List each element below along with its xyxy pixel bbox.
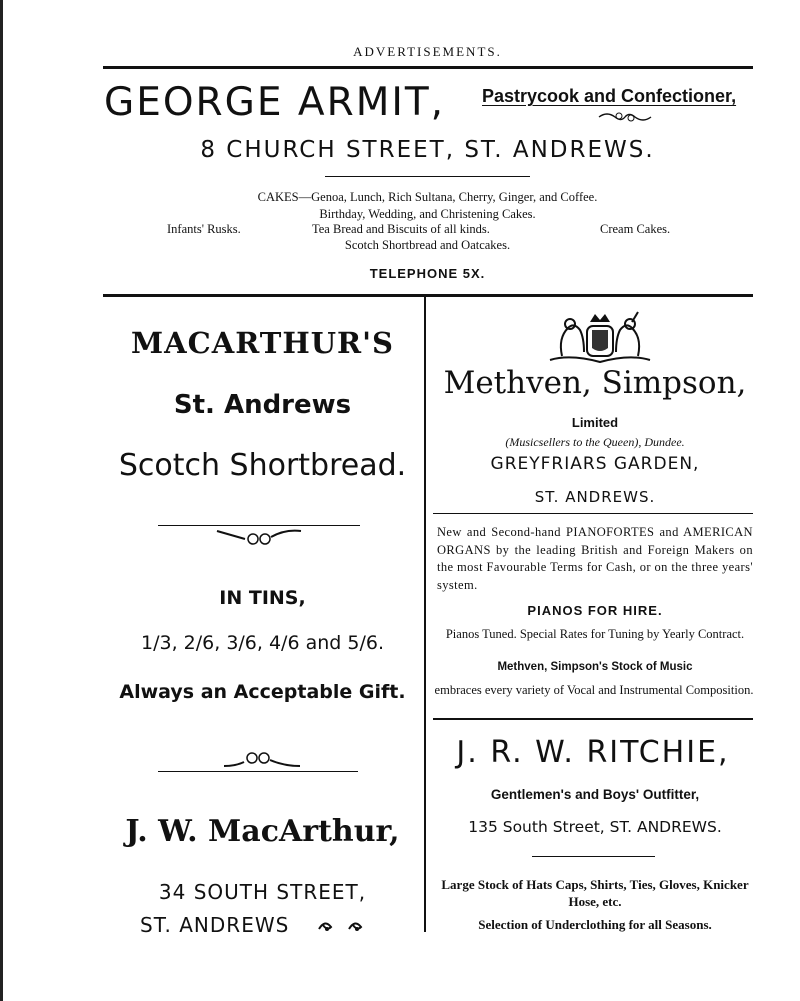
scroll-ornament-icon bbox=[215, 527, 305, 554]
divider bbox=[158, 525, 360, 526]
armit-list-line: Cream Cakes. bbox=[600, 222, 671, 236]
macarthur-address-line1: 34 SOUTH STREET, bbox=[158, 880, 367, 904]
macarthur-prices: 1/3, 2/6, 3/6, 4/6 and 5/6. bbox=[141, 632, 384, 654]
section-rule bbox=[433, 718, 753, 720]
methven-stock: Methven, Simpson's Stock of Music bbox=[497, 661, 693, 673]
macarthur-proprietor: J. W. MacArthur, bbox=[125, 814, 400, 849]
methven-hire: PIANOS FOR HIRE. bbox=[527, 603, 663, 618]
methven-limited: Limited bbox=[571, 415, 619, 430]
armit-list-line: Scotch Shortbread and Oatcakes. bbox=[344, 238, 511, 252]
page-edge bbox=[0, 0, 3, 1001]
ritchie-trade: Gentlemen's and Boys' Outfitter, bbox=[490, 787, 700, 802]
divider bbox=[532, 856, 655, 857]
macarthur-title: MACARTHUR'S bbox=[131, 326, 394, 360]
section-rule bbox=[103, 294, 753, 297]
methven-musicsellers: (Musicsellers to the Queen), Dundee. bbox=[505, 435, 685, 449]
royal-crest-icon bbox=[540, 308, 660, 368]
macarthur-address-line2: ST. ANDREWS bbox=[140, 913, 290, 937]
armit-name: GEORGE ARMIT, bbox=[104, 80, 446, 125]
methven-garden: GREYFRIARS GARDEN, bbox=[490, 454, 700, 474]
methven-body: New and Second-hand PIANOFORTES and AMERICAN ORGANS by the leading British and Foreign Makers on the most Favourable Terms for Cash, or on the three years' system. bbox=[437, 525, 753, 592]
macarthur-gift: Always an Acceptable Gift. bbox=[119, 681, 406, 703]
ritchie-selection: Selection of Underclothing for all Seasons. bbox=[478, 917, 712, 932]
divider bbox=[325, 176, 530, 177]
armit-list-line: CAKES—Genoa, Lunch, Rich Sultana, Cherry, Ginger, and Coffee. bbox=[257, 190, 598, 204]
divider bbox=[433, 513, 753, 514]
divider bbox=[158, 771, 358, 772]
methven-city: ST. ANDREWS. bbox=[534, 488, 656, 506]
top-rule bbox=[103, 66, 753, 69]
armit-telephone: TELEPHONE 5X. bbox=[369, 266, 486, 281]
ritchie-address: 135 South Street, ST. ANDREWS. bbox=[468, 818, 722, 836]
macarthur-subtitle: St. Andrews bbox=[173, 390, 352, 420]
armit-trade: Pastrycook and Confectioner, bbox=[482, 86, 737, 106]
armit-list-line: Infants' Rusks. bbox=[167, 222, 241, 236]
methven-tuned: Pianos Tuned. Special Rates for Tuning by Yearly Contract. bbox=[445, 627, 745, 641]
armit-list-line: Tea Bread and Biscuits of all kinds. bbox=[312, 222, 490, 236]
fleuron-icon bbox=[317, 917, 367, 940]
methven-name: Methven, Simpson, bbox=[443, 365, 747, 401]
armit-address: 8 CHURCH STREET, ST. ANDREWS. bbox=[200, 137, 655, 163]
ritchie-stock: Large Stock of Hats Caps, Shirts, Ties, Gloves, Knicker Hose, etc. bbox=[441, 877, 749, 909]
scroll-ornament-icon bbox=[597, 110, 653, 128]
armit-list-line: Birthday, Wedding, and Christening Cakes. bbox=[319, 207, 536, 221]
macarthur-product: Scotch Shortbread. bbox=[118, 448, 407, 483]
page-heading: ADVERTISEMENTS. bbox=[353, 44, 502, 59]
ritchie-name: J. R. W. RITCHIE, bbox=[456, 735, 730, 770]
methven-embraces: embraces every variety of Vocal and Instrumental Composition. bbox=[434, 683, 754, 697]
macarthur-tins: IN TINS, bbox=[219, 587, 306, 609]
